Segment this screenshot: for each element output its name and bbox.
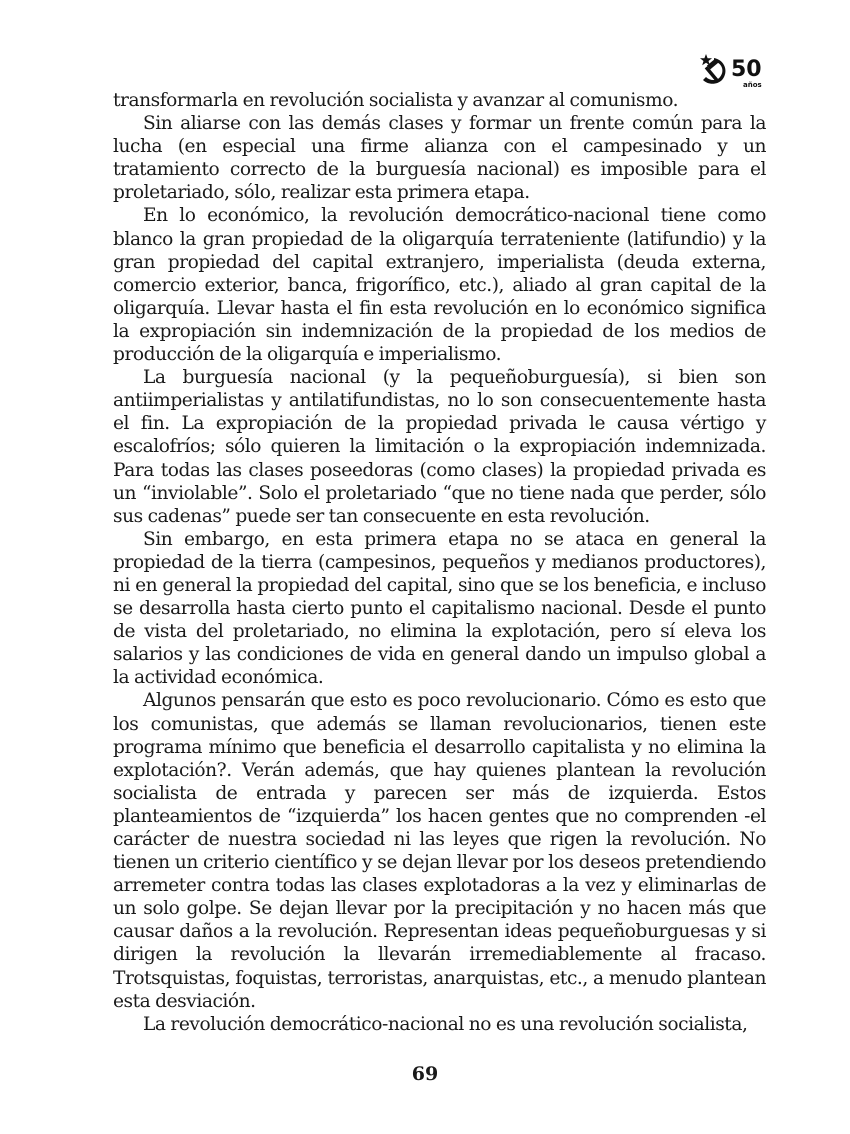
paragraph: Sin embargo, en esta primera etapa no se ataca en general la propiedad de la tierra (campesinos, pequeños y medianos productores), ni en general la propiedad del capital, sino que se los beneficia, e incluso se desarrolla hasta cierto punto el capitalismo nacional. Desde el punto de vista del proletariado, no elimina la explotación, pero sí eleva los salarios y las condiciones de vida en general dando un impulso global a la actividad económica. <box>113 528 766 689</box>
anniversary-logo <box>698 52 766 90</box>
hammer-and-sickle-icon <box>698 52 766 90</box>
paragraph: Sin aliarse con las demás clases y formar un frente común para la lucha (en especial una firme alianza con el campesinado y un tratamiento correcto de la burguesía nacional) es imposible para el proletariado, sólo, realizar esta primera etapa. <box>113 113 766 204</box>
paragraph: En lo económico, la revolución democrático-nacional tiene como blanco la gran propiedad de la oligarquía terrateniente (latifundio) y la gran propiedad del capital extranjero, imperialista (deuda externa, comercio exterior, banca, frigorífico, etc.), aliado al gran capital de la oligarquía. Llevar hasta el fin esta revolución en lo económico significa la expropiación sin indemnización de la propiedad de los medios de producción de la oligarquía e imperialismo. <box>113 205 766 366</box>
body-text <box>113 89 766 1036</box>
logo-caption: años <box>743 81 762 89</box>
paragraph: Algunos pensarán que esto es poco revolucionario. Cómo es esto que los comunistas, que además se llaman revolucionarios, tienen este programa mínimo que beneficia el desarrollo capitalista y no elimina la explotación?. Verán además, que hay quienes plantean la revolución socialista de entrada y parecen ser más de izquierda. Estos planteamientos de “izquierda” los hacen gentes que no comprenden -el carácter de nuestra sociedad ni las leyes que rigen la revolución. No tienen un criterio científico y se dejan llevar por los deseos pretendiendo arremeter contra todas las clases explotadoras a la vez y eliminarlas de un solo golpe. Se dejan llevar por la precipitación y no hacen más que causar daños a la revolución. Representan ideas pequeñoburguesas y si dirigen la revolución la llevarán irremediablemente al fracaso. Trotsquistas, foquistas, terroristas, anarquistas, etc., a menudo plantean esta desviación. <box>113 690 766 1012</box>
paragraph: La burguesía nacional (y la pequeñoburguesía), si bien son antiimperialistas y antilatifundistas, no lo son consecuentemente hasta el fin. La expropiación de la propiedad privada le causa vértigo y escalofríos; sólo quieren la limitación o la expropiación indemnizada. Para todas las clases poseedoras (como clases) la propiedad privada es un “inviolable”. Solo el proletariado “que no tiene nada que perder, sólo sus cadenas” puede ser tan consecuente en esta revolución. <box>113 367 766 527</box>
logo-number: 50 <box>731 57 762 82</box>
paragraph: La revolución democrático-nacional no es una revolución socialista, <box>143 1013 748 1035</box>
page-number: 69 <box>411 1063 439 1085</box>
paragraph: transformarla en revolución socialista y avanzar al comunismo. <box>113 90 679 111</box>
